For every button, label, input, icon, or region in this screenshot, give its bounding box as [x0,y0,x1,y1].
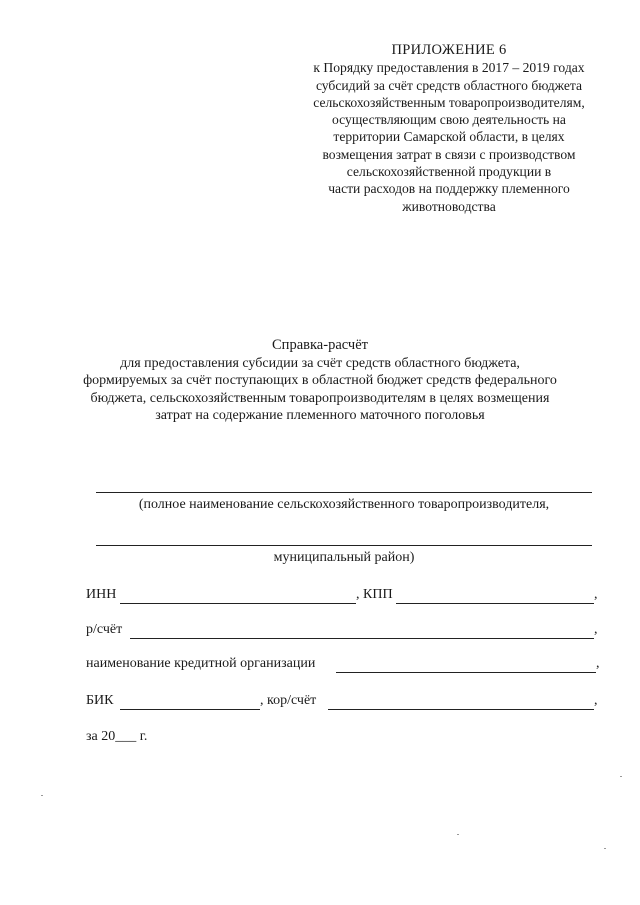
appendix-line: сельскохозяйственным товаропроизводителям, [313,94,585,110]
account-comma: , [594,622,598,637]
scan-speck [604,848,606,849]
inn-kpp-comma: , [594,587,598,602]
corr-account-field[interactable] [328,709,594,710]
heading-line: бюджета, сельскохозяйственным товаропроизводителям в целях возмещения [90,390,550,406]
account-label: р/счёт [86,622,123,637]
bik-corr-comma: , [594,693,598,708]
bik-field[interactable] [120,709,260,710]
year-row [86,729,601,749]
bik-label: БИК [86,693,114,708]
inn-label: ИНН [86,587,117,602]
inn-kpp-row [86,587,601,607]
bank-label: наименование кредитной организации [86,656,316,671]
account-field[interactable] [130,638,594,639]
document-title: Справка-расчёт [272,337,368,353]
corr-label: , кор/счёт [260,693,317,708]
appendix-line: сельскохозяйственной продукции в [346,164,552,180]
heading-line: для предоставления субсидии за счёт средств областного бюджета, [120,355,520,371]
appendix-line: субсидий за счёт средств областного бюджета [315,77,583,93]
appendix-line: к Порядку предоставления в 2017 – 2019 годах [313,60,585,76]
bik-corr-row [86,693,601,713]
appendix-line: животноводства [402,198,496,214]
appendix-line: возмещения затрат в связи с производством [322,146,576,162]
appendix-line: территории Самарской области, в целях [333,129,565,145]
appendix-block [288,42,610,215]
kpp-field[interactable] [396,603,594,604]
appendix-line: части расходов на поддержку племенного [328,181,570,197]
producer-name-field[interactable] [96,492,592,493]
document-heading [60,337,580,425]
appendix-line: осуществляющим свою деятельность на [332,112,566,128]
account-row [86,622,601,642]
scan-speck [620,776,622,777]
bank-field[interactable] [336,672,596,673]
district-field[interactable] [96,545,592,546]
district-caption: муниципальный район) [273,550,415,565]
bank-row [86,656,601,676]
kpp-label: , КПП [356,587,393,602]
scan-speck [457,834,459,835]
year-label[interactable]: за 20___ г. [86,729,148,744]
scan-speck [41,795,43,796]
heading-line: затрат на содержание племенного маточного поголовья [155,408,485,423]
producer-name-caption: (полное наименование сельскохозяйственного товаропроизводителя, [138,497,550,512]
heading-line: формируемых за счёт поступающих в областной бюджет средств федерального [83,373,557,388]
bank-comma: , [596,656,600,671]
appendix-title: ПРИЛОЖЕНИЕ 6 [391,42,507,58]
inn-field[interactable] [120,603,356,604]
